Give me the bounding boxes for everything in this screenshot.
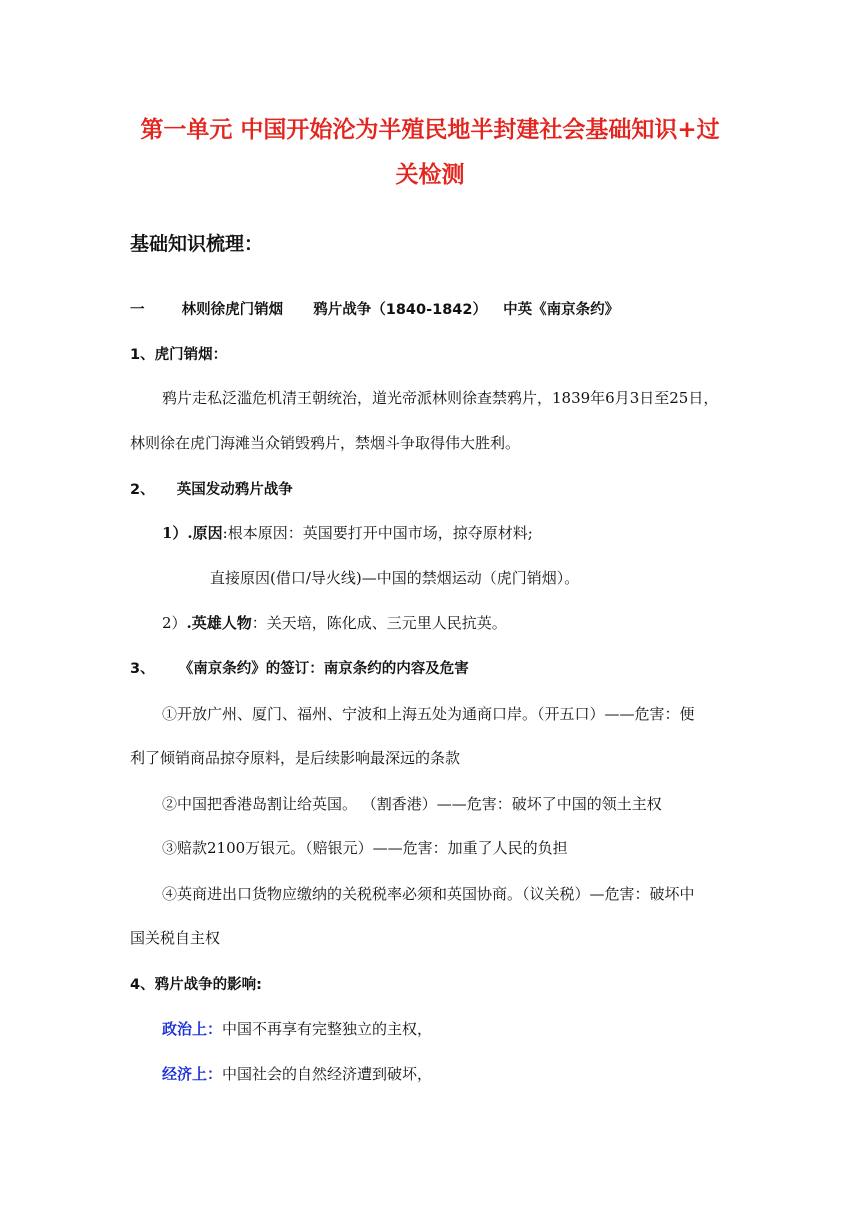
cause-line — [162, 522, 533, 543]
treaty-clause-4-line-1: ④英商进出口货物应缴纳的关税税率必须和英国协商。（议关税）—危害：破坏中 — [162, 885, 695, 903]
impact-politics-line — [162, 1018, 432, 1039]
paragraph-1-line-2: 林则徐在虎门海滩当众销毁鸦片，禁烟斗争取得伟大胜利。 — [130, 434, 521, 452]
cause-text: :根本原因：英国要打开中国市场，掠夺原材料; — [222, 524, 533, 542]
treaty-clause-3: ③赔款2100万银元。（赔银元）——危害：加重了人民的负担 — [162, 839, 568, 857]
subsection-4-heading: 4、鸦片战争的影响: — [130, 977, 262, 993]
document-title-line-2: 关检测 — [395, 162, 465, 188]
politics-text: 中国不再享有完整独立的主权， — [222, 1020, 433, 1038]
heroes-line — [162, 612, 507, 633]
subsection-3-number: 3、 — [130, 661, 155, 677]
part-number: 一 — [130, 302, 145, 318]
subsection-1-heading: 1、虎门销烟： — [130, 347, 228, 363]
subsection-3-heading — [130, 657, 469, 678]
economy-text: 中国社会的自然经济遭到破坏， — [222, 1065, 433, 1083]
paragraph-1-line-1: 鸦片走私泛滥危机清王朝统治，道光帝派林则徐查禁鸦片，1839年6月3日至25日， — [162, 389, 719, 407]
politics-label: 政治上： — [162, 1020, 223, 1038]
heroes-label: .英雄人物 — [186, 614, 252, 632]
subsection-2-heading — [130, 478, 293, 499]
subsection-2-number: 2、 — [130, 482, 155, 498]
part-item-3: 中英《南京条约》 — [503, 302, 620, 318]
subsection-3-title: 《南京条约》的签订：南京条约的内容及危害 — [178, 661, 469, 677]
part-item-2: 鸦片战争（1840-1842） — [313, 302, 487, 318]
part-item-1: 林则徐虎门销烟 — [181, 302, 284, 318]
heroes-text: ：关天培，陈化成、三元里人民抗英。 — [251, 614, 507, 632]
cause-label: 1）.原因 — [162, 524, 223, 542]
direct-cause-line: 直接原因(借口/导火线)—中国的禁烟运动（虎门销烟）。 — [210, 569, 580, 587]
document-title-line-1: 第一单元 中国开始沦为半殖民地半封建社会基础知识+过 — [140, 117, 720, 143]
impact-economy-line — [162, 1063, 432, 1084]
part-heading — [130, 298, 619, 319]
subsection-2-title: 英国发动鸦片战争 — [176, 482, 293, 498]
treaty-clause-1-line-2: 利了倾销商品掠夺原料，是后续影响最深远的条款 — [130, 749, 461, 767]
treaty-clause-2: ②中国把香港岛割让给英国。 （割香港）——危害：破坏了中国的领土主权 — [162, 795, 662, 813]
treaty-clause-1-line-1: ①开放广州、厦门、福州、宁波和上海五处为通商口岸。（开五口）——危害：便 — [162, 705, 695, 723]
economy-label: 经济上： — [162, 1065, 223, 1083]
treaty-clause-4-line-2: 国关税自主权 — [130, 929, 221, 947]
heroes-prefix: 2） — [162, 614, 187, 632]
section-heading: 基础知识梳理： — [130, 233, 264, 255]
